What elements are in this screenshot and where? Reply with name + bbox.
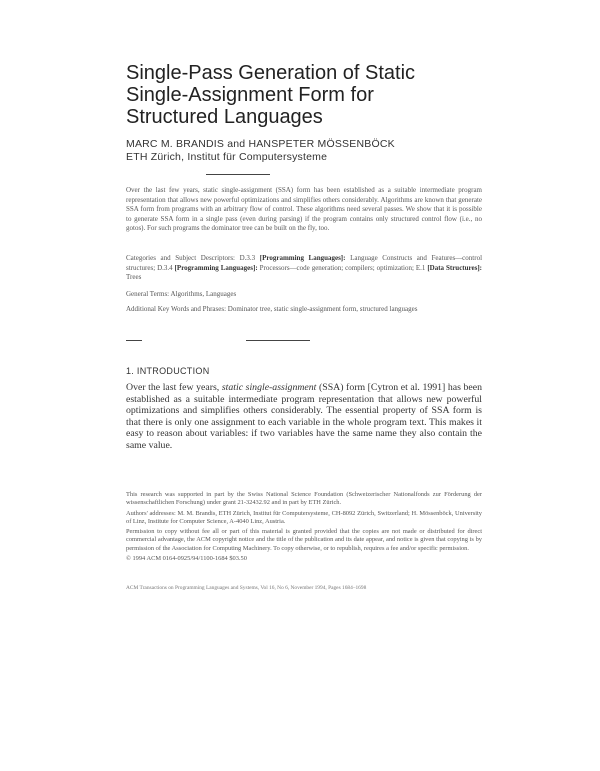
author-names: MARC M. BRANDIS and HANSPETER MÖSSENBÖCK xyxy=(126,138,395,150)
rule-mid xyxy=(246,340,310,341)
footnotes xyxy=(126,491,482,565)
footnote-support: This research was supported in part by the Swiss National Science Foundation (Schweizerischer Nationalfonds zur Förderung der wissenschaftlichen Forschung) under grant 21-32432.92 and in part by ETH Zürich. xyxy=(126,491,482,507)
categories-text-b: Language Constructs and Features—control structures; D.3.4 xyxy=(126,254,483,272)
title-line-2: Single-Assignment Form for xyxy=(126,84,374,106)
running-footer: ACM Transactions on Programming Languages and Systems, Vol 16, No 6, November 1994, Pages 1684–1698 xyxy=(126,585,367,591)
footnote-permission: Permission to copy without fee all or part of this material is granted provided that the copies are not made or distributed for direct commercial advantage, the ACM copyright notice and the title of the publication and its date appear, and notice is given that copying is by permission of the Association for Computing Machinery. To copy otherwise, or to republish, requires a fee and/or specific permission. xyxy=(126,528,482,552)
intro-text-before: Over the last few years, xyxy=(126,382,220,393)
general-terms: General Terms: Algorithms, Languages xyxy=(126,290,237,298)
title-line-1: Single-Pass Generation of Static xyxy=(126,62,416,84)
categories-bold-a: [Programming Languages]: xyxy=(259,254,346,262)
paper-title xyxy=(126,62,486,128)
category-descriptors xyxy=(126,254,482,283)
footnote-copyright: © 1994 ACM 0164-0925/94/1100-1684 $03.50 xyxy=(126,555,247,563)
categories-bold-c: [Data Structures]: xyxy=(427,263,483,272)
categories-label: Categories and Subject Descriptors: xyxy=(126,254,235,262)
abstract: Over the last few years, static single-assignment (SSA) form has been established as a suitable intermediate program representation that allows new powerful optimizations and simplifies others considerably. Algorithms are known that generate SSA form from programs with an arbitrary flow of control. These algorithms need several passes. We show that it is possible to generate SSA form in a single pass (even during parsing) if the program contains only structured control flow (i.e., no gotos). For such programs the dominator tree can be built on the fly, too. xyxy=(126,186,482,233)
rule-under-authors xyxy=(206,174,270,175)
keywords: Additional Key Words and Phrases: Dominator tree, static single-assignment form, structured languages xyxy=(126,305,418,313)
rule-short-left xyxy=(126,340,142,341)
introduction-paragraph xyxy=(126,382,482,452)
intro-text-after: (SSA) form [Cytron et al. 1991] has been established as a suitable intermediate program representation that allows new powerful optimizations and simplifies others considerably. The essential property of SSA form is that there is only one assignment to each variable in the whole program text. This makes it easy to reason about variables: if two variables have the same name they also contain the same value. xyxy=(126,382,483,451)
author-block xyxy=(126,138,506,164)
categories-text-c: Processors—code generation; compilers; optimization; E.1 xyxy=(259,263,426,272)
categories-bold-b: [Programming Languages]: xyxy=(174,263,258,272)
footnote-addresses: Authors' addresses: M. M. Brandis, ETH Zürich, Institut für Computersysteme, CH-8092 Zürich, Switzerland; H. Mössenböck, University of Linz, Institute for Computer Science, A-4040 Linz, Austria. xyxy=(126,509,482,525)
title-line-3: Structured Languages xyxy=(126,106,323,128)
intro-italic-term: static single-assignment xyxy=(221,382,317,393)
categories-text-a: D.3.3 xyxy=(239,254,256,262)
section-heading-introduction: 1. INTRODUCTION xyxy=(126,366,210,376)
author-affiliation: ETH Zürich, Institut für Computersysteme xyxy=(126,151,328,163)
categories-text-d: Trees xyxy=(126,273,142,282)
